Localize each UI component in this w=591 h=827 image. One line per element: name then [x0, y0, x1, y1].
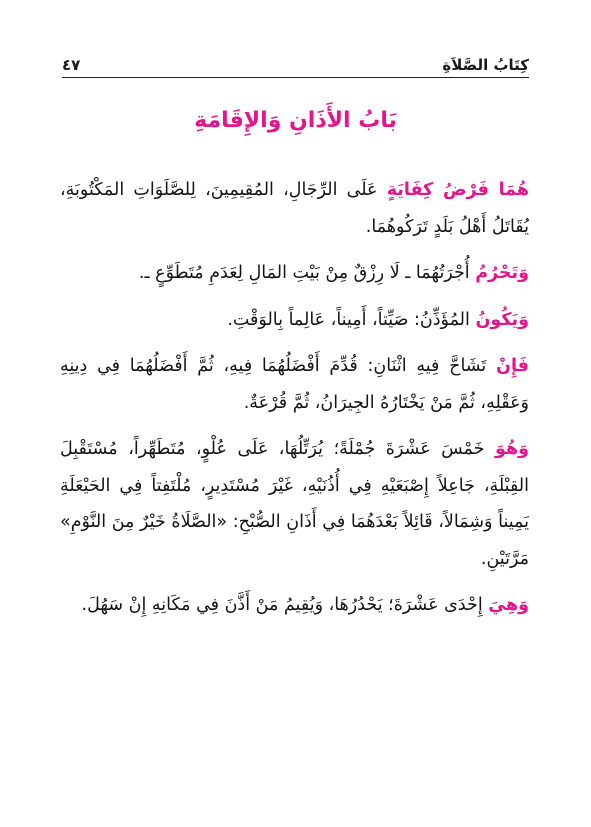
chapter-title: بَابُ الأَذَانِ وَالإِقَامَةِ — [194, 108, 397, 133]
paragraph-text: أُجْرَتُهُمَا ـ لَا رِزْقٌ مِنْ بَيْتِ المَالِ لِعَدَمِ مُتَطَوِّعٍ ـ. — [138, 263, 476, 283]
paragraph-keyword: وَهُوَ — [495, 439, 529, 459]
paragraph-keyword: وَيَكُونُ — [475, 309, 529, 330]
paragraph-keyword: فَإِنْ — [496, 356, 529, 376]
page-header — [62, 50, 529, 78]
paragraph-text: خَمْسَ عَشْرَةَ جُمْلَةً؛ يُرَتِّلُهَا، عَلَى عُلْوٍ، مُتَطَهِّراً، مُسْتَقْبِلَ القِبْلَةِ، جَاعِلاً إِصْبَعَيْهِ فِي أُذُنَيْهِ، غَيْرَ مُسْتَدِيرٍ، مُلْتَفِتاً فِي الحَيْعَلَةِ يَمِيناً وَشِمَالاً، قَائِلاً بَعْدَهُمَا فِي أَذَانِ الصُّبْحِ: «الصَّلَاةُ خَيْرٌ مِنَ النَّوْمِ» مَرَّتَيْنِ. — [60, 439, 529, 569]
paragraph-adhan-ruling — [60, 172, 529, 245]
paragraph-text: المُؤَذِّنُ: صَيِّتاً، أَمِيناً، عَالِماً بِالوَقْتِ. — [227, 309, 476, 330]
paragraph-keyword: وَتَحْرُمُ — [475, 263, 529, 283]
paragraph-dispute — [60, 348, 529, 421]
running-head-title: كِتَابُ الصَّلاَةِ — [442, 56, 529, 74]
paragraph-muezzin-qualities — [60, 302, 529, 339]
paragraph-keyword: هُمَا فَرْضُ كِفَايَةٍ — [386, 180, 529, 200]
paragraph-adhan-form — [60, 431, 529, 577]
page-number: ٤٧ — [62, 56, 81, 74]
paragraph-text: عَلَى الرِّجَالِ، المُقِيمِينَ، لِلصَّلَوَاتِ المَكْتُوبَةِ، يُقَاتَلُ أَهْلُ بَلَدٍ تَرَكُوهُمَا. — [60, 180, 529, 237]
paragraph-keyword: وَهِيَ — [488, 595, 529, 615]
paragraph-text: إِحْدَى عَشْرَةَ؛ يَحْدُرُهَا، وَيُقِيمُ مَنْ أَذَّنَ فِي مَكَانِهِ إِنْ سَهُلَ. — [81, 595, 489, 615]
paragraph-text: تَشَاحَّ فِيهِ اثْنَانِ: قُدِّمَ أَفْضَلُهُمَا فِيهِ، ثُمَّ أَفْضَلُهُمَا فِي دِينِهِ وَعَقْلِهِ، ثُمَّ مَنْ يَخْتَارُهُ الجِيرَانُ، ثُمَّ قُرْعَةٌ. — [60, 356, 529, 413]
chapter-body — [60, 172, 529, 634]
paragraph-wages — [60, 255, 529, 292]
paragraph-iqama-form — [60, 587, 529, 624]
